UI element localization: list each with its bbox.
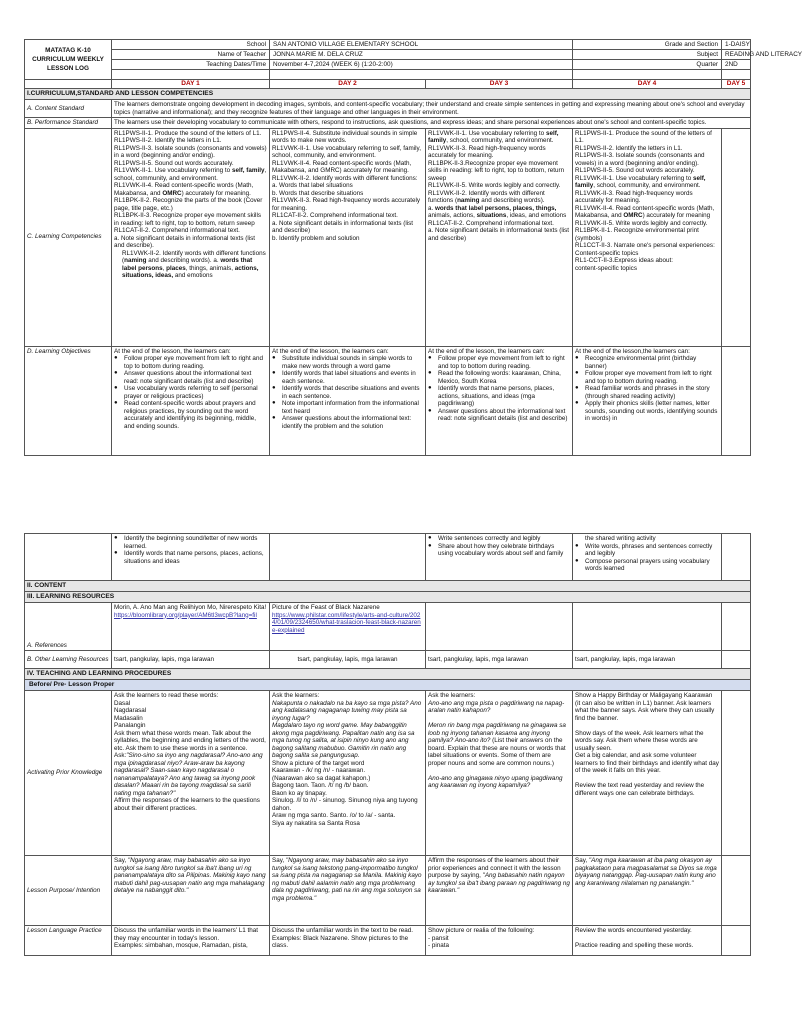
practice-day-3: Show picture or realia of the following: - pansit - pinata	[426, 926, 573, 956]
references-day-2	[270, 603, 426, 651]
day-3-header: DAY 3	[426, 80, 573, 89]
objective-item: ● Substitute individual sounds in simple words to make new words through a word game	[272, 355, 423, 370]
references-day-1	[112, 603, 270, 651]
objective-item: ● Share about how they celebrate birthdays using vocabulary words about self and family	[428, 543, 570, 558]
objective-item: ● Identify words that name persons, places, actions, situations, and ideas (mga pagdiriwang)	[428, 385, 570, 408]
other-resources-day-4: tsart, pangkulay, lapis, mga larawan	[573, 651, 722, 669]
content-standard-label: A. Content Standard	[25, 100, 112, 118]
day-4-header: DAY 4	[573, 80, 722, 89]
grade-value: 1-DAISY	[722, 40, 751, 50]
language-practice-row	[25, 926, 751, 956]
objectives-cont-day-3	[426, 534, 573, 581]
lesson-log-page-2	[24, 533, 750, 956]
objectives-cont-day-4	[573, 534, 722, 581]
lesson-log-table-page-1	[24, 39, 802, 456]
other-resources-day-3: tsart, pangkulay, lapis, mga larawan	[426, 651, 573, 669]
objective-item: ● Identify words that label situations and events in each sentence.	[272, 370, 423, 385]
objective-item: ● Follow proper eye movement from left to right and top to bottom during reading.	[114, 355, 267, 370]
content-standard-row	[25, 100, 751, 118]
other-resources-label: B. Other Learning Resources	[25, 651, 112, 669]
lesson-log-page-1	[24, 39, 802, 456]
objective-item: ● Identify words that describe situations and events in each sentence.	[272, 385, 423, 400]
objective-item: ● Recognize environmental print (birthday banner)	[575, 355, 719, 370]
objective-item: ● Answer questions about the informational text: identify the problem and the solution	[272, 415, 423, 430]
practice-day-4: Review the words encountered yesterday. Practice reading and spelling these words.	[573, 926, 722, 956]
reference-link[interactable]: https://bloomlibrary.org/player/AM6tl3wcpB?lang=fil	[114, 611, 257, 619]
objective-item: ● Identify the beginning sound/letter of new words learned.	[114, 535, 267, 550]
header-row-blank	[25, 70, 751, 80]
section-content-title: II. CONTENT	[25, 581, 751, 592]
activating-day-1: Ask the learners to read these words: Dasal Nagdarasal Madasalin Panalangin Ask them what these words mean. Talk about the syllables, the beginning and ending letters of the word, etc. Ask them to use these words in a sentence. Ask:"Sino-sino sa inyo ang nagdarasal? Ano-ano ang mga ipinagdarasal niyo? Araw-araw ba kayong nagdarasal? Saan-saan kayo nagdarasal o nananampalataya? Ano ang tawag sa inyong pook dasalan? Maaari rin ba tayong magdasal sa sarili nating mga tahanan?" Affirm the responses of the learners to the questions about their different practices.	[112, 691, 270, 856]
school-label: School	[112, 40, 270, 50]
objective-item: ● Write words, phrases and sentences correctly and legibly	[575, 543, 719, 558]
subject-value: READING AND LITERACY	[722, 50, 751, 60]
other-resources-day-2: tsart, pangkulay, lapis, mga larawan	[270, 651, 426, 669]
competencies-label: C. Learning Competencies	[25, 128, 112, 346]
objectives-intro-day-1: At the end of the lesson, the learners can:	[114, 347, 231, 355]
purpose-day-2: Say, "Ngayong araw, may babasahin ako sa inyo tungkol sa isang tekstong pang-impormatibo tungkol sa isang pista na nagaganap sa Manila. Makinig kayo ng mabuti dahil aalamin natin ang mga problemang dala ng pagdiriwang, pati na rin ang mga solusyon sa mga problema."	[270, 856, 426, 926]
practice-day-2: Discuss the unfamiliar words in the text to be read. Examples: Black Nazarene. Show pictures to the class.	[270, 926, 426, 956]
objectives-cont-list-day-1	[114, 535, 267, 565]
objective-item: ● Identify words that name persons, places, actions, situations and ideas	[114, 550, 267, 565]
objectives-continued-row	[25, 534, 751, 581]
purpose-label: Lesson Purpose/ Intention	[25, 856, 112, 926]
lesson-log-table-page-2	[24, 533, 751, 956]
objectives-day-1	[112, 346, 270, 455]
purpose-day-4: Say, "Ang mga kaarawan at iba pang okasyon ay pagkakataon para magpasalamat sa Diyos sa mga biyayang natanggap. Pag-uusapan natin kung ano ang karaniwang nilalaman ng panalangin."	[573, 856, 722, 926]
before-lesson-row	[25, 680, 751, 691]
competencies-day-2: RL1PWS-II-4. Substitute individual sounds in simple words to make new words. RL1VWK-II-1. Use vocabulary referring to self, family, school, community, and environment. RL1VWK-II-4. Read content-specific words (Math, Makabansa, and GMRC) accurately for meaning. RL1VWK-II-2. Identify words with different functions: a. Words that label situations b. Words that describe situations RL1VWK-II-3. Read high-frequency words accurately for meaning. RL1CAT-II-2. Comprehend informational text. a. Note significant details in informational texts (list and describe) b. Identify problem and solution	[270, 128, 426, 346]
references-row	[25, 603, 751, 651]
performance-standard-text: The learners use their developing vocabulary to communicate with others, respond to instructions, ask questions, and express ideas; and share personal experiences about one's school and content-specific topics.	[112, 118, 751, 129]
objectives-day-2	[270, 346, 426, 455]
objectives-cont-lead-day-4: the shared writing activity	[585, 535, 656, 542]
header-row-school	[25, 40, 751, 50]
header-row-teacher	[25, 50, 751, 60]
day-5-header: DAY 5	[722, 80, 751, 89]
activating-label: Activating Prior Knowledge	[25, 691, 112, 856]
day-header-row	[25, 80, 751, 89]
school-value: SAN ANTONIO VILLAGE ELEMENTARY SCHOOL	[270, 40, 573, 50]
section-curriculum-title: I.CURRICULUM,STANDARD AND LESSON COMPETENCIES	[25, 89, 751, 100]
objective-item: ● Compose personal prayers using vocabulary words learned	[575, 558, 719, 573]
objective-item: ● Write sentences correctly and legibly	[428, 535, 570, 543]
objectives-list-day-4	[575, 355, 719, 423]
reference-text: Morin, A. Ano Man ang Relihiyon Mo, Nirerespeto Kita!	[114, 604, 267, 611]
objectives-cont-day-2	[270, 534, 426, 581]
dates-value: November 4-7,2024 (WEEK 6) (1:20-2:00)	[270, 60, 573, 70]
dates-label: Teaching Dates/Time	[112, 60, 270, 70]
objectives-cont-list-day-4	[575, 543, 719, 573]
purpose-day-1: Say, "Ngayong araw, may babasahin ako sa inyo tungkol sa isang libro tungkol sa iba't ibang uri ng pananampalataya dito sa Pilipinas. Makinig kayo nang mabuti dahil pag-uusapan natin ang mga mahalagang detalye na nabanggit dito."	[112, 856, 270, 926]
section-curriculum-row	[25, 89, 751, 100]
objectives-day-3	[426, 346, 573, 455]
section-resources-row	[25, 592, 751, 603]
objective-item: ● Answer questions about the informational text read: note significant details (list and describe)	[114, 370, 267, 385]
competencies-day-1: RL1PWS-II-1. Produce the sound of the letters of L1. RL1PWS-II-2. Identify the letters in L1. RL1PWS-II-3. Isolate sounds (consonants and vowels) in a word (beginning and/or ending). RL1PWS-II-5. Sound out words accurately. RL1VWK-II-1. Use vocabulary referring to self, family, school, community, and environment. RL1VWK-II-4. Read content-specific words (Math, Makabansa, and OMRC) accurately for meaning. RL1BPK-II-2. Recognize the parts of the book (Cover page, title page, etc.) RL1BPK-II-3. Recognize proper eye movement skills in reading: left to right, top to bottom, return sweep RL1CAT-II-2. Comprehend informational text. a. Note significant details in informational texts (list and describe). RL1VWK-II-2. Identify words with different functions (naming and describing words). a. words that label persons, places, things, animals, actions, situations, ideas, and emotions	[112, 128, 270, 346]
objective-item: ● Note important information from the informational text heard	[272, 400, 423, 415]
practice-day-1: Discuss the unfamiliar words in the learners' L1 that they may encounter in today's lesson. Examples: simbahan, mosque, Ramadan, pista,	[112, 926, 270, 956]
objective-item: ● Use vocabulary words referring to self (personal prayer or religious practices)	[114, 385, 267, 400]
subject-label: Subject	[573, 50, 722, 60]
teacher-label: Name of Teacher	[112, 50, 270, 60]
quarter-label: Quarter	[573, 60, 722, 70]
reference-text: Picture of the Feast of Black Nazarene	[272, 604, 380, 611]
activating-day-4: Show a Happy Birthday or Maligayang Kaarawan (it can also be written in L1) banner. Ask learners what the banner says. Ask where they can usually find the banner. Show days of the week. Ask learners what the words say. Ask them where these words are usually seen. Get a big calendar, and ask some volunteer learners to find their birthdays and identify what day of the week it falls on this year. Review the text read yesterday and review the different ways one can celebrate birthdays.	[573, 691, 722, 856]
day-2-header: DAY 2	[270, 80, 426, 89]
before-lesson-title: Before/ Pre- Lesson Proper	[25, 680, 751, 691]
competencies-day-5	[722, 128, 751, 346]
objective-item: ● Follow proper eye movement from left to right and top to bottom during reading.	[428, 355, 570, 370]
quarter-value: 2ND	[722, 60, 751, 70]
day-1-header: DAY 1	[112, 80, 270, 89]
objectives-cont-day-1	[112, 534, 270, 581]
teacher-value: JONNA MARIE M. DELA CRUZ	[270, 50, 573, 60]
objectives-intro-day-2: At the end of the lesson, the learners can:	[272, 347, 389, 355]
performance-standard-label: B. Performance Standard	[25, 118, 112, 129]
lesson-purpose-row	[25, 856, 751, 926]
grade-label: Grade and Section	[573, 40, 722, 50]
objectives-intro-day-4: At the end of the lesson,the learners can:	[575, 347, 690, 355]
competencies-day-4: RL1PWS-II-1. Produce the sound of the letters of L1. RL1PWS-II-2. Identify the letters in L1. RL1PWS-II-3. Isolate sounds (consonants and vowels) in a word (beginning and/or ending). RL1PWS-II-5. Sound out words accurately. RL1VWK-II-1. Use vocabulary referring to self, family, school, community, and environment. RL1VWK-II-3. Read high-frequency words accurately for meaning. RL1VWK-II-4. Read content-specific words (Math, Makabansa, and OMRC) accurately for meaning RL1VWK-II-5. Write words legibly and correctly. RL1BPK-II-1. Recognize environmental print (symbols) RL1CCT-II-3. Narrate one's personal experiences: Content-specific topics RL1-CCT-II-3.Express ideas about: content-specific topics	[573, 128, 722, 346]
purpose-day-3: Affirm the responses of the learners about their prior experiences and connect it with the lesson purpose by saying, "Ang babasahin natin ngayon ay tungkol sa iba't ibang paraan ng pagdiriwang ng kaarawan."	[426, 856, 573, 926]
section-procedures-title: IV. TEACHING AND LEARNING PROCEDURES	[25, 669, 751, 680]
objectives-label: D. Learning Objectives	[25, 346, 112, 455]
activating-prior-knowledge-row	[25, 691, 751, 856]
competencies-day-3: RL1VWK-II-1. Use vocabulary referring to self, family, school, community, and environment. RL1VWK-II-3. Read high-frequency words accurately for meaning. RL1BPK-II-3.Recognize proper eye movement skills in reading: left to right, top to bottom, return sweep RL1VWK-II-5. Write words legibly and correctly. RL1VWK-II-2. Identify words with different functions (naming and describing words). a. words that label persons, places, things, animals, actions, situations, ideas, and emotions RL1CAT-II-2. Comprehend informational text. a. Note significant details in informational texts (list and describe)	[426, 128, 573, 346]
objectives-list-day-3	[428, 355, 570, 423]
header-row-dates	[25, 60, 751, 70]
objective-item: ● Read familiar words and phrases in the story (through shared reading activity)	[575, 385, 719, 400]
practice-label: Lesson Language Practice	[25, 926, 112, 956]
objectives-list-day-1	[114, 355, 267, 430]
objective-item: ● Follow proper eye movement from left to right and top to bottom during reading.	[575, 370, 719, 385]
objective-item: ● Answer questions about the informational text read: note significant details (list and describe)	[428, 408, 570, 423]
section-resources-title: III. LEARNING RESOURCES	[25, 592, 751, 603]
content-standard-text: The learners demonstrate ongoing development in decoding images, symbols, and content-specific vocabulary; their understand and create simple sentences in getting and expressing meaning about one's school and everyday topics (narrative and informational); and they recognize features of their language and other languages in their environment.	[112, 100, 751, 118]
references-label: A. References	[25, 603, 112, 651]
objectives-intro-day-3: At the end of the lesson, the learners can:	[428, 347, 545, 355]
other-resources-day-1: tsart, pangkulay, lapis, mga larawan	[112, 651, 270, 669]
reference-link[interactable]: https://www.philstar.com/lifestyle/arts-and-culture/2024/01/09/2324650/what-traslacion-feast-black-nazarene-explained	[272, 611, 421, 634]
objectives-day-4	[573, 346, 722, 455]
objectives-list-day-2	[272, 355, 423, 430]
activating-day-2: Ask the learners: Nakapunta o nakadalo na ba kayo sa mga pista? Ano ang kadalasang nagaganap tuwing may pista sa inyong lugar? Magdalaro tayo ng word game. May babanggitin akong mga pagdiriwang. Papalitan natin ang isa sa mga tunog ng salita, at isipin ninyo kung ano ang bagong salitang mabubuo. Gamitin rin natin ang bagong salita sa pangungusap. Show a picture of the target word Kaarawan - /k/ ng /n/ - naarawan. (Naarawan ako sa dagat kahapon.) Bagong taon. Taon. /t/ ng /b/ baon. Baon ko ay tinapay. Sinulog. /l/ to /n/ - sinunog. Sinunog niya ang tuyong dahon. Araw ng mga santo. Santo. /o/ to /a/ - santa. Siya ay nakatira sa Santa Rosa	[270, 691, 426, 856]
competencies-row	[25, 128, 751, 346]
objective-item: ● Read the following words: kaarawan, China, Mexico, South Korea	[428, 370, 570, 385]
activating-day-3: Ask the learners: Ano-ano ang mga pista o pagdiriwang na napag-aralan natin kahapon? Meron rin bang mga pagdiriwang na ginagawa sa loob ng inyong tahanan kasama ang inyong pamilya? Ano-ano ito? (List their answers on the board. Explain that these are nouns or words that label situations or events. Some of them are proper nouns and some are common nouns.) Ano-ano ang ginagawa ninyo upang ipagdiwang ang kaarawan ng inyong kapamilya?	[426, 691, 573, 856]
objective-item: ● Read content-specific words about prayers and religious practices, by sounding out the word accurately and identifying its beginning, middle, and ending sounds.	[114, 400, 267, 430]
objectives-day-5	[722, 346, 751, 455]
section-procedures-row	[25, 669, 751, 680]
other-resources-row	[25, 651, 751, 669]
objectives-row	[25, 346, 751, 455]
objective-item: ● Apply their phonics skills (letter names, letter sounds, sounding out words, identifying sounds in words) in	[575, 400, 719, 423]
objectives-cont-list-day-3	[428, 535, 570, 558]
performance-standard-row	[25, 118, 751, 129]
section-content-row	[25, 581, 751, 592]
document-title: MATATAG K-10 CURRICULUM WEEKLY LESSON LOG	[25, 40, 112, 80]
